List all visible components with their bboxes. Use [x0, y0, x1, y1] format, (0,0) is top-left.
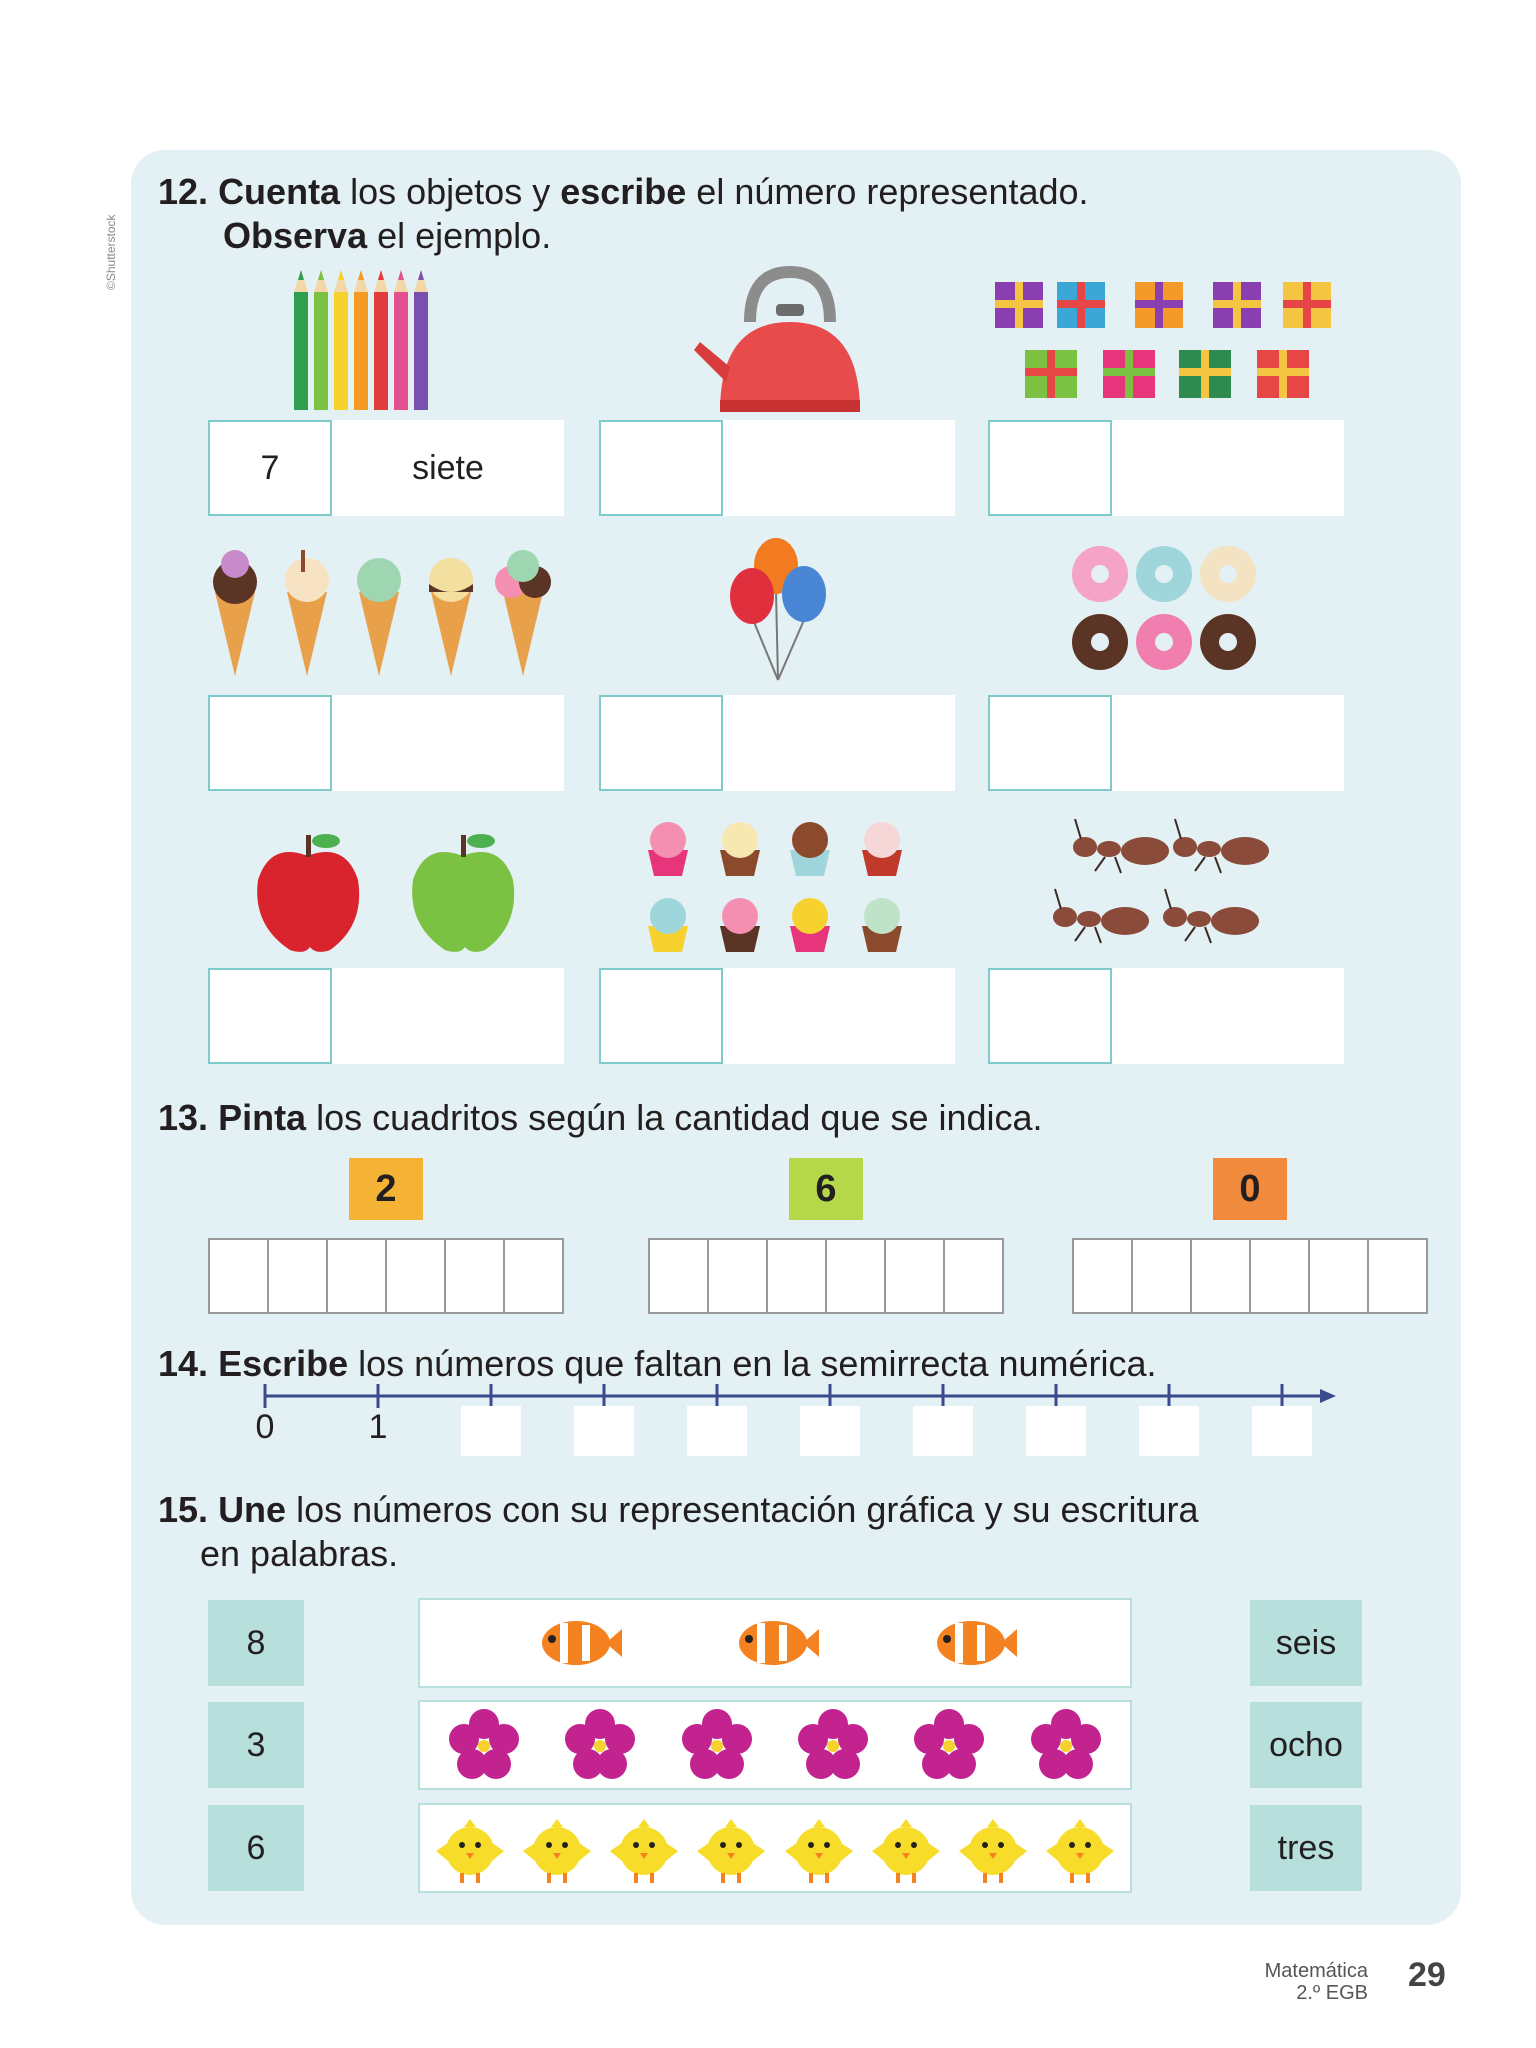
number-line-blank[interactable] [461, 1406, 521, 1456]
match-picture-fish[interactable] [418, 1598, 1132, 1688]
target-badge-2: 2 [349, 1158, 423, 1220]
clownfish-icon [927, 1613, 1019, 1673]
photo-credit: ©Shutterstock [104, 214, 118, 290]
answer-cell-donuts [988, 695, 1344, 791]
ex12-text-2: el número representado. [686, 171, 1089, 212]
number-box[interactable] [988, 968, 1112, 1064]
answer-cell-apples [208, 968, 564, 1064]
match-word-ocho[interactable]: ocho [1250, 1702, 1362, 1788]
number-box[interactable] [988, 420, 1112, 516]
number-box[interactable] [988, 695, 1112, 791]
kettle-picture [690, 262, 870, 412]
exercise-15-instruction [158, 1488, 1199, 1532]
word-box[interactable] [1112, 968, 1344, 1064]
ice-cream-cones-picture [205, 540, 575, 680]
number-line-label-0: 0 [255, 1408, 275, 1446]
donuts-picture [1066, 540, 1266, 680]
flower-icon [447, 1708, 521, 1782]
chick-icon [521, 1811, 593, 1885]
word-box[interactable] [332, 695, 564, 791]
cupcakes-picture [640, 812, 920, 962]
exercise-13-number: 13. [158, 1097, 209, 1138]
flower-icon [680, 1708, 754, 1782]
gift-boxes-picture [985, 262, 1345, 410]
exercise-15-number: 15. [158, 1489, 209, 1530]
number-box[interactable] [208, 968, 332, 1064]
match-number-3[interactable]: 3 [208, 1702, 304, 1788]
colored-pencils-picture [290, 262, 450, 412]
answer-cell-kettle [599, 420, 955, 516]
paint-square[interactable] [269, 1240, 328, 1312]
number-box[interactable] [599, 968, 723, 1064]
paint-square[interactable] [650, 1240, 709, 1312]
chick-icon [434, 1811, 506, 1885]
answer-cell-cupcakes [599, 968, 955, 1064]
answer-cell-gifts [988, 420, 1344, 516]
gift-row-bottom [1025, 350, 1309, 398]
page-number: 29 [1408, 1956, 1446, 1994]
ants-picture [1045, 805, 1295, 965]
paint-square[interactable] [210, 1240, 269, 1312]
number-box[interactable] [599, 695, 723, 791]
number-line-blank[interactable] [687, 1406, 747, 1456]
number-line-blank[interactable] [1252, 1406, 1312, 1456]
word-box[interactable]: siete [332, 420, 564, 516]
paint-grid-2 [648, 1238, 1004, 1314]
flower-icon [796, 1708, 870, 1782]
number-box[interactable] [208, 695, 332, 791]
match-picture-chicks[interactable] [418, 1803, 1132, 1893]
target-badge-0: 0 [1213, 1158, 1287, 1220]
clownfish-icon [729, 1613, 821, 1673]
exercise-12-instruction [158, 170, 1089, 214]
paint-square[interactable] [827, 1240, 886, 1312]
paint-square[interactable] [1251, 1240, 1310, 1312]
paint-square[interactable] [1369, 1240, 1426, 1312]
paint-square[interactable] [1074, 1240, 1133, 1312]
paint-grid-1 [208, 1238, 564, 1314]
ex12-text-1: los objetos y [340, 171, 561, 212]
target-badge-6: 6 [789, 1158, 863, 1220]
word-box[interactable] [723, 695, 955, 791]
answer-cell-balloons [599, 695, 955, 791]
grade-label: 2.º EGB [1296, 1982, 1368, 2004]
number-box[interactable] [599, 420, 723, 516]
chick-icon [1044, 1811, 1116, 1885]
paint-square[interactable] [1310, 1240, 1369, 1312]
ex12-verb-observe: Observa [223, 215, 368, 256]
exercise-12-number: 12. [158, 171, 209, 212]
match-number-8[interactable]: 8 [208, 1600, 304, 1686]
ex15-verb-join: Une [218, 1489, 287, 1530]
flower-icon [1029, 1708, 1103, 1782]
exercise-14-number: 14. [158, 1343, 209, 1384]
subject-name: Matemática [1264, 1960, 1368, 1982]
word-box[interactable] [723, 968, 955, 1064]
number-line-blank[interactable] [574, 1406, 634, 1456]
ex13-text: los cuadritos según la cantidad que se indica. [306, 1097, 1043, 1138]
number-line-label-1: 1 [368, 1408, 388, 1446]
chick-icon [608, 1811, 680, 1885]
chick-icon [783, 1811, 855, 1885]
answer-cell-ants [988, 968, 1344, 1064]
ex12-verb-write: escribe [560, 171, 687, 212]
number-line-blank[interactable] [1026, 1406, 1086, 1456]
word-box[interactable] [332, 968, 564, 1064]
exercise-12-instruction-line2 [223, 214, 551, 258]
chick-icon [695, 1811, 767, 1885]
ex14-text: los números que faltan en la semirrecta numérica. [348, 1343, 1157, 1384]
paint-square[interactable] [446, 1240, 505, 1312]
match-word-tres[interactable]: tres [1250, 1805, 1362, 1891]
answer-cell-ice-cream [208, 695, 564, 791]
answer-cell-pencils [208, 420, 564, 516]
clownfish-icon [532, 1613, 624, 1673]
paint-square[interactable] [768, 1240, 827, 1312]
number-box[interactable]: 7 [208, 420, 332, 516]
paint-square[interactable] [886, 1240, 945, 1312]
paint-square[interactable] [328, 1240, 387, 1312]
number-line-blank[interactable] [1139, 1406, 1199, 1456]
ex12-verb-count: Cuenta [218, 171, 341, 212]
exercise-15-instruction-line2: en palabras. [200, 1533, 399, 1574]
flower-icon [912, 1708, 986, 1782]
number-line-blank[interactable] [800, 1406, 860, 1456]
word-box[interactable] [723, 420, 955, 516]
ex14-verb-write: Escribe [218, 1343, 349, 1384]
ex13-verb-paint: Pinta [218, 1097, 307, 1138]
paint-square[interactable] [1192, 1240, 1251, 1312]
ex15-text-1: los números con su representación gráfica y su escritura [286, 1489, 1199, 1530]
match-word-seis[interactable]: seis [1250, 1600, 1362, 1686]
balloons-picture [718, 530, 838, 690]
gift-row-top [995, 282, 1331, 328]
paint-square[interactable] [1133, 1240, 1192, 1312]
ex12-text-3: el ejemplo. [367, 215, 552, 256]
chick-icon [870, 1811, 942, 1885]
flower-icon [563, 1708, 637, 1782]
apples-picture [250, 825, 520, 955]
paint-grid-3 [1072, 1238, 1428, 1314]
word-box[interactable] [1112, 420, 1344, 516]
paint-square[interactable] [505, 1240, 562, 1312]
paint-square[interactable] [387, 1240, 446, 1312]
paint-square[interactable] [945, 1240, 1002, 1312]
match-picture-flowers[interactable] [418, 1700, 1132, 1790]
chick-icon [957, 1811, 1029, 1885]
exercise-13-instruction [158, 1096, 1043, 1140]
number-line-blank[interactable] [913, 1406, 973, 1456]
paint-square[interactable] [709, 1240, 768, 1312]
footer-subject [1265, 1960, 1368, 2004]
match-number-6[interactable]: 6 [208, 1805, 304, 1891]
word-box[interactable] [1112, 695, 1344, 791]
